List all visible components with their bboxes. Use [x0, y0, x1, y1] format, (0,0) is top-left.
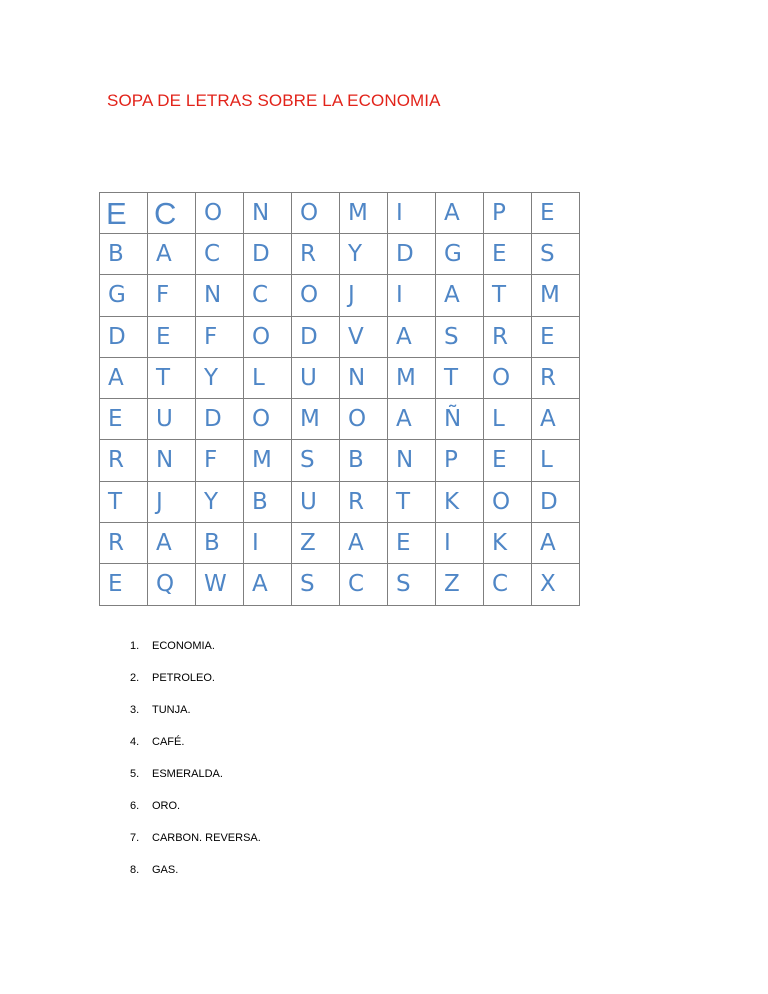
grid-cell: T	[148, 358, 196, 399]
item-number: 1.	[130, 640, 140, 652]
grid-row	[100, 317, 580, 358]
item-text: TUNJA.	[152, 704, 191, 716]
grid-cell: E	[100, 193, 148, 234]
word-search-grid	[99, 192, 580, 606]
word-list-item	[130, 672, 261, 704]
grid-cell: C	[244, 275, 292, 317]
item-number: 4.	[130, 736, 140, 748]
item-text: ESMERALDA.	[152, 768, 223, 780]
grid-cell: C	[196, 234, 244, 275]
grid-cell: D	[532, 482, 580, 523]
grid-row	[100, 193, 580, 234]
grid-cell: E	[484, 440, 532, 482]
grid-cell: R	[532, 358, 580, 399]
grid-cell: E	[100, 564, 148, 606]
grid-cell: M	[244, 440, 292, 482]
word-list-item	[130, 640, 261, 672]
grid-cell: F	[148, 275, 196, 317]
grid-cell: C	[484, 564, 532, 606]
grid-cell: B	[100, 234, 148, 275]
grid-cell: I	[388, 193, 436, 234]
word-list	[130, 640, 261, 896]
item-text: PETROLEO.	[152, 672, 215, 684]
grid-cell: Ñ	[436, 399, 484, 440]
grid-cell: O	[340, 399, 388, 440]
grid-cell: O	[244, 317, 292, 358]
grid-cell: K	[484, 523, 532, 564]
grid-cell: C	[340, 564, 388, 606]
grid-cell: I	[436, 523, 484, 564]
grid-cell: T	[436, 358, 484, 399]
grid-cell: I	[244, 523, 292, 564]
item-text: GAS.	[152, 864, 179, 876]
grid-cell: Y	[196, 482, 244, 523]
grid-cell: A	[244, 564, 292, 606]
grid-cell: J	[340, 275, 388, 317]
grid-cell: A	[436, 193, 484, 234]
document-title: SOPA DE LETRAS SOBRE LA ECONOMIA	[107, 91, 441, 110]
grid-cell: E	[484, 234, 532, 275]
grid-cell: Q	[148, 564, 196, 606]
grid-cell: O	[484, 358, 532, 399]
grid-row	[100, 275, 580, 317]
grid-cell: V	[340, 317, 388, 358]
grid-cell: A	[340, 523, 388, 564]
grid-cell: R	[100, 523, 148, 564]
grid-cell: R	[340, 482, 388, 523]
word-list-item	[130, 736, 261, 768]
grid-cell: S	[292, 440, 340, 482]
grid-cell: X	[532, 564, 580, 606]
grid-cell: G	[436, 234, 484, 275]
item-number: 8.	[130, 864, 140, 876]
grid-cell: A	[436, 275, 484, 317]
grid-cell: D	[244, 234, 292, 275]
grid-cell: L	[484, 399, 532, 440]
word-list-item	[130, 704, 261, 736]
grid-cell: O	[244, 399, 292, 440]
grid-cell: S	[292, 564, 340, 606]
grid-cell: O	[484, 482, 532, 523]
grid-cell: L	[532, 440, 580, 482]
grid-cell: O	[292, 193, 340, 234]
item-number: 5.	[130, 768, 140, 780]
grid-row	[100, 399, 580, 440]
grid-cell: U	[148, 399, 196, 440]
grid-cell: S	[436, 317, 484, 358]
grid-cell: M	[340, 193, 388, 234]
word-list-item	[130, 800, 261, 832]
grid-cell: E	[532, 317, 580, 358]
grid-cell: I	[388, 275, 436, 317]
word-list-item	[130, 864, 261, 896]
grid-cell: T	[484, 275, 532, 317]
grid-cell: G	[100, 275, 148, 317]
grid-cell: M	[532, 275, 580, 317]
grid-cell: T	[388, 482, 436, 523]
item-number: 7.	[130, 832, 140, 844]
grid-cell: R	[100, 440, 148, 482]
grid-cell: D	[196, 399, 244, 440]
grid-cell: M	[292, 399, 340, 440]
grid-cell: S	[388, 564, 436, 606]
grid-cell: R	[292, 234, 340, 275]
grid-cell: D	[100, 317, 148, 358]
grid-cell: F	[196, 317, 244, 358]
grid-cell: A	[388, 317, 436, 358]
grid-cell: A	[148, 523, 196, 564]
grid-cell: R	[484, 317, 532, 358]
item-number: 2.	[130, 672, 140, 684]
item-number: 6.	[130, 800, 140, 812]
grid-cell: F	[196, 440, 244, 482]
grid-cell: B	[340, 440, 388, 482]
grid-cell: B	[244, 482, 292, 523]
grid-cell: Z	[436, 564, 484, 606]
grid-cell: Y	[196, 358, 244, 399]
grid-cell: E	[388, 523, 436, 564]
grid-cell: N	[388, 440, 436, 482]
grid-cell: O	[196, 193, 244, 234]
grid-cell: D	[292, 317, 340, 358]
grid-cell: J	[148, 482, 196, 523]
grid-cell: D	[388, 234, 436, 275]
item-text: ORO.	[152, 800, 181, 812]
grid-cell: A	[532, 399, 580, 440]
grid-cell: C	[148, 193, 196, 234]
grid-row	[100, 234, 580, 275]
item-text: CARBON. REVERSA.	[152, 832, 261, 844]
item-text: CAFÉ.	[152, 736, 185, 748]
grid-cell: U	[292, 482, 340, 523]
grid-cell: A	[532, 523, 580, 564]
grid-cell: P	[436, 440, 484, 482]
word-list-item	[130, 768, 261, 800]
grid-cell: A	[100, 358, 148, 399]
grid-cell: A	[148, 234, 196, 275]
grid-row	[100, 440, 580, 482]
grid-cell: E	[148, 317, 196, 358]
grid-cell: W	[196, 564, 244, 606]
grid-cell: N	[340, 358, 388, 399]
word-list-item	[130, 832, 261, 864]
grid-cell: N	[196, 275, 244, 317]
grid-cell: P	[484, 193, 532, 234]
grid-cell: U	[292, 358, 340, 399]
grid-cell: Y	[340, 234, 388, 275]
grid-cell: E	[100, 399, 148, 440]
grid-cell: S	[532, 234, 580, 275]
grid-row	[100, 358, 580, 399]
item-number: 3.	[130, 704, 140, 716]
grid-cell: Z	[292, 523, 340, 564]
grid-cell: N	[148, 440, 196, 482]
grid-row	[100, 564, 580, 606]
grid-cell: T	[100, 482, 148, 523]
grid-cell: N	[244, 193, 292, 234]
grid-cell: O	[292, 275, 340, 317]
grid-cell: A	[388, 399, 436, 440]
grid-row	[100, 523, 580, 564]
grid-cell: E	[532, 193, 580, 234]
grid-cell: K	[436, 482, 484, 523]
grid-row	[100, 482, 580, 523]
grid-cell: M	[388, 358, 436, 399]
item-text: ECONOMIA.	[152, 640, 215, 652]
grid-cell: L	[244, 358, 292, 399]
grid-cell: B	[196, 523, 244, 564]
